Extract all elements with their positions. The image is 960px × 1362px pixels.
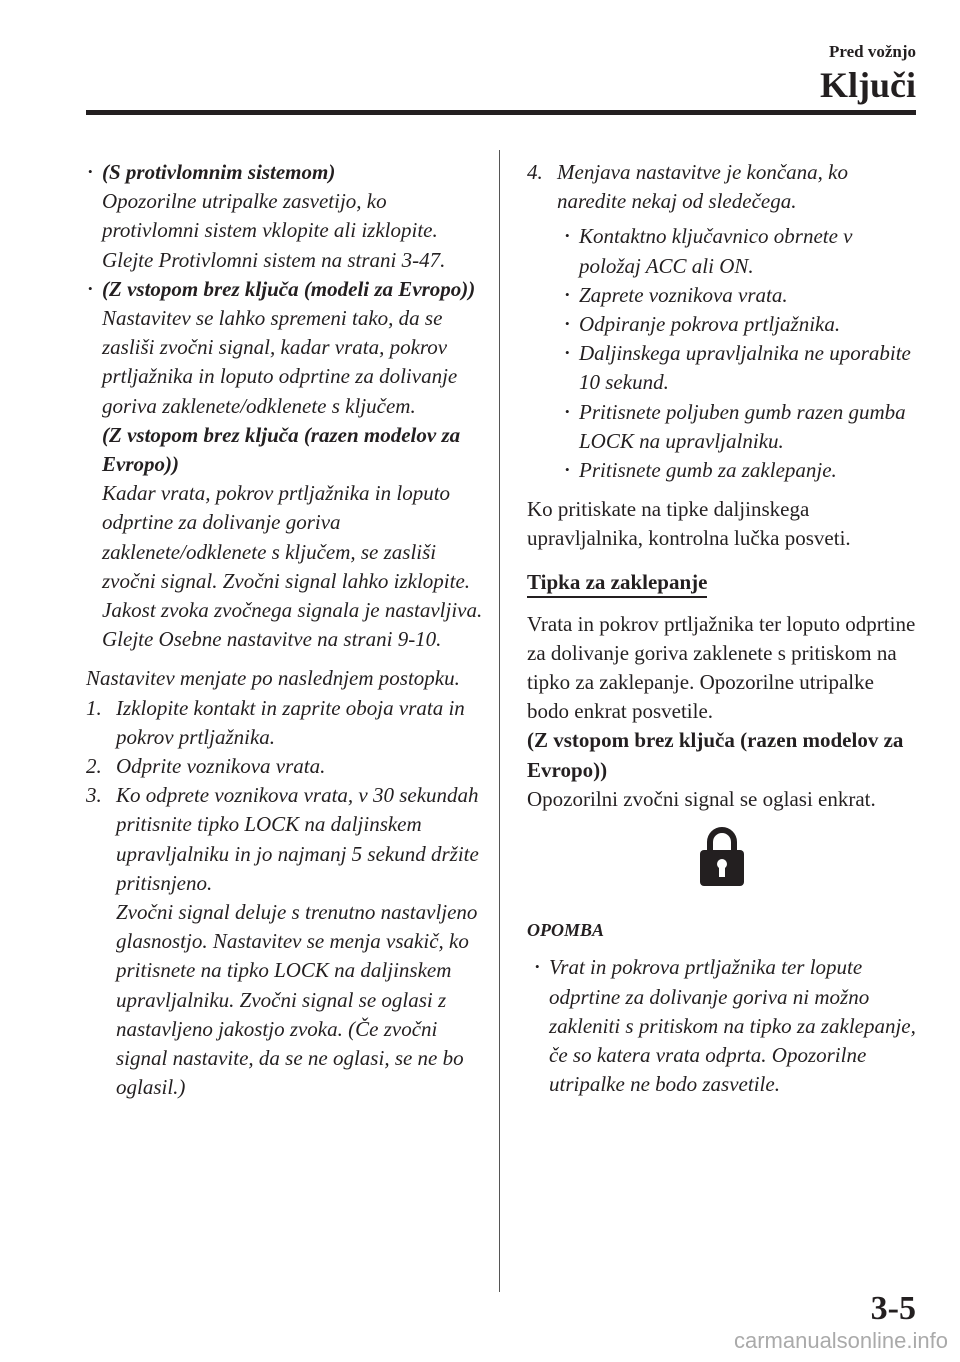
sub-list (527, 222, 917, 485)
step-extra-text: Zvočni signal deluje s trenutno nastavljeno glasnostjo. Nastavitev se menja vsakič, ko pritisnete na tipko LOCK na daljinskem upravljalniku. Zvočni signal se oglasi z nastavljeno jakostjo zvoka. (Če zvočni signal nastavite, da se ne oglasi, se ne bo oglasil.) (116, 900, 478, 1100)
step-item (86, 781, 486, 1102)
step-number: 2. (86, 754, 102, 779)
lock-icon (696, 824, 748, 888)
sub-item: • Kontaktno ključavnico obrnete v položaj ACC ali ON. (527, 222, 917, 280)
sub-item: • Pritisnete poljuben gumb razen gumba LOCK na upravljalniku. (527, 398, 917, 456)
list-item (86, 275, 486, 655)
bullet-title: (Z vstopom brez ključa (razen modelov za Evropo)) (102, 422, 461, 477)
note-title: OPOMBA (527, 920, 605, 941)
header-rule (86, 110, 916, 115)
indicator-text: Ko pritiskate na tipke daljinskega upravljalnika, kontrolna lučka posveti. (527, 497, 851, 551)
sub-item: • Daljinskega upravljalnika ne uporabite 10 sekund. (527, 339, 917, 397)
step-item (86, 752, 486, 781)
step-number: 3. (86, 783, 102, 808)
bullet-title: • (S protivlomnim sistemom) (102, 160, 336, 184)
watermark: carmanualsonline.info (733, 1328, 948, 1353)
chapter-title: Ključi (820, 65, 916, 105)
bullet-text: Kadar vrata, pokrov prtljažnika in loputo odprtine za dolivanje goriva zaklenete/odklenete s ključem, se zasliši zvočni signal. Zvočni signal lahko izklopite. (102, 481, 471, 593)
sub-item: • Zaprete voznikova vrata. (527, 281, 917, 310)
step-text: Menjava nastavitve je končana, ko naredite nekaj od sledečega. (557, 160, 848, 214)
section-heading: Tipka za zaklepanje (527, 569, 707, 598)
step-text: Ko odprete voznikova vrata, v 30 sekundah pritisnite tipko LOCK na daljinskem upravljalniku in jo najmanj 5 sekund držite pritisnjeno. (116, 783, 479, 895)
signal-text: Opozorilni zvočni signal se oglasi enkrat. (527, 786, 876, 811)
page-number: 3-5 (870, 1290, 916, 1327)
procedure-intro: Nastavitev menjate po naslednjem postopku. (86, 666, 460, 691)
page-header (820, 42, 916, 106)
step-text: Izklopite kontakt in zaprite oboja vrata in pokrov prtljažnika. (116, 695, 465, 749)
bullet-text: Nastavitev se lahko spremeni tako, da se zasliši zvočni signal, kadar vrata, pokrov prtljažnika in loputo odprtine za dolivanje goriva zaklenete/odklenete s ključem. (102, 306, 458, 418)
bullet-text: Glejte Osebne nastavitve na strani 9-10. (102, 627, 442, 652)
step-number: 1. (86, 695, 102, 720)
note-text: • Vrat in pokrova prtljažnika ter lopute odprtine za dolivanje goriva ni možno zakleniti s pritiskom na tipko za zaklepanje, če so katera vrata odprta. Opozorilne utripalke ne bodo zasvetile. (527, 953, 917, 1099)
sub-item: • Pritisnete gumb za zaklepanje. (527, 456, 917, 485)
step-number: 4. (527, 160, 543, 184)
step-text: Odprite voznikova vrata. (116, 754, 326, 779)
lock-icon-wrap (527, 824, 917, 896)
bullet-title: • (Z vstopom brez ključa (modeli za Evropo)) (102, 276, 476, 301)
step-item (527, 158, 917, 216)
list-item (86, 158, 486, 275)
left-column (86, 158, 486, 1103)
right-column (527, 158, 917, 1099)
bullet-text: Jakost zvoka zvočnega signala je nastavljiva. (102, 598, 483, 623)
model-note: (Z vstopom brez ključa (razen modelov za Evropo)) (527, 728, 904, 782)
lock-description: Vrata in pokrov prtljažnika ter loputo odprtine za dolivanje goriva zaklenete s pritiskom na tipko za zaklepanje. Opozorilne utripalke bodo enkrat posvetile. (527, 611, 916, 724)
step-item (86, 694, 486, 752)
sub-item: • Odpiranje pokrova prtljažnika. (527, 310, 917, 339)
column-divider (499, 150, 500, 1292)
bullet-text: Opozorilne utripalke zasvetijo, ko protivlomni sistem vklopite ali izklopite. Glejte Protivlomni sistem na strani 3-47. (102, 189, 446, 272)
section-title: Pred vožnjo (828, 42, 916, 61)
